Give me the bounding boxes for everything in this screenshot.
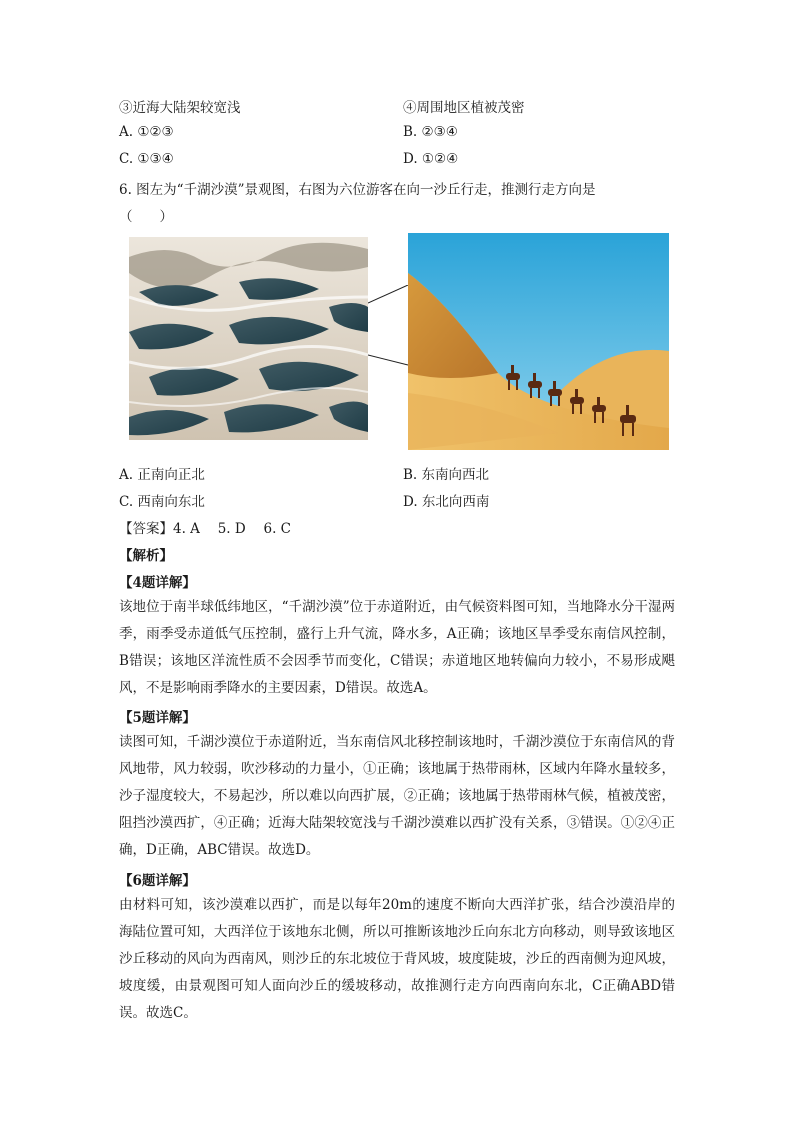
q6-option-a: A. 正南向正北 xyxy=(119,467,205,483)
detail-4-heading: 【4题详解】 xyxy=(119,575,196,591)
connector-lines xyxy=(368,285,410,370)
detail-6-heading: 【6题详解】 xyxy=(119,873,196,889)
q6-stem: 6. 图左为“千湖沙漠”景观图，右图为六位游客在向一沙丘行走，推测行走方向是 xyxy=(119,182,596,198)
option-item-4: ④周围地区植被茂密 xyxy=(403,100,525,116)
answer-line: 【答案】4. A 5. D 6. C xyxy=(119,521,291,537)
q5-option-d: D. ①②④ xyxy=(403,151,459,167)
q6-option-c: C. 西南向东北 xyxy=(119,494,205,510)
q5-option-c: C. ①③④ xyxy=(119,151,174,167)
detail-5-heading: 【5题详解】 xyxy=(119,710,196,726)
option-item-3: ③近海大陆架较宽浅 xyxy=(119,100,241,116)
thousand-lakes-desert-photo xyxy=(129,237,368,440)
q6-option-d: D. 东北向西南 xyxy=(403,494,490,510)
detail-4-text: 该地位于南半球低纬地区，“千湖沙漠”位于赤道附近，由气候资料图可知，当地降水分干湿两季，雨季受赤道低气压控制，盛行上升气流，降水多，A正确；该地区旱季受东南信风控制，B错误；该地区洋流性质不会因季节而变化，C错误；赤道地区地转偏向力较小，不易形成飓风，不是影响雨季降水的主要因素，D错误。故选A。 xyxy=(119,599,675,696)
q5-option-a: A. ①②③ xyxy=(119,124,174,140)
detail-5-text: 读图可知，千湖沙漠位于赤道附近，当东南信风北移控制该地时，千湖沙漠位于东南信风的背风地带，风力较弱，吹沙移动的力量小，①正确；该地属于热带雨林，区域内年降水量较多，沙子湿度较大，不易起沙，所以难以向西扩展，②正确；该地属于热带雨林气候，植被茂密，阻挡沙漠西扩，④正确；近海大陆架较宽浅与千湖沙漠难以西扩没有关系，③错误。①②④正确，D正确，ABC错误。故选D。 xyxy=(119,734,675,858)
camel-caravan-dune-photo xyxy=(408,233,669,450)
q6-paren: （ ） xyxy=(119,209,173,225)
q5-option-b: B. ②③④ xyxy=(403,124,458,140)
q6-option-b: B. 东南向西北 xyxy=(403,467,490,483)
analysis-heading: 【解析】 xyxy=(119,548,173,564)
detail-6-text: 由材料可知，该沙漠难以西扩，而是以每年20m的速度不断向大西洋扩张，结合沙漠沿岸的海陆位置可知，大西洋位于该地东北侧，所以可推断该地沙丘向东北方向移动，则导致该地区沙丘移动的风向为西南风，则沙丘的东北坡位于背风坡，坡度陡坡，沙丘的西南侧为迎风坡，坡度缓，由景观图可知人面向沙丘的缓坡移动，故推测行走方向西南向东北，C正确ABD错误。故选C。 xyxy=(119,897,675,1021)
